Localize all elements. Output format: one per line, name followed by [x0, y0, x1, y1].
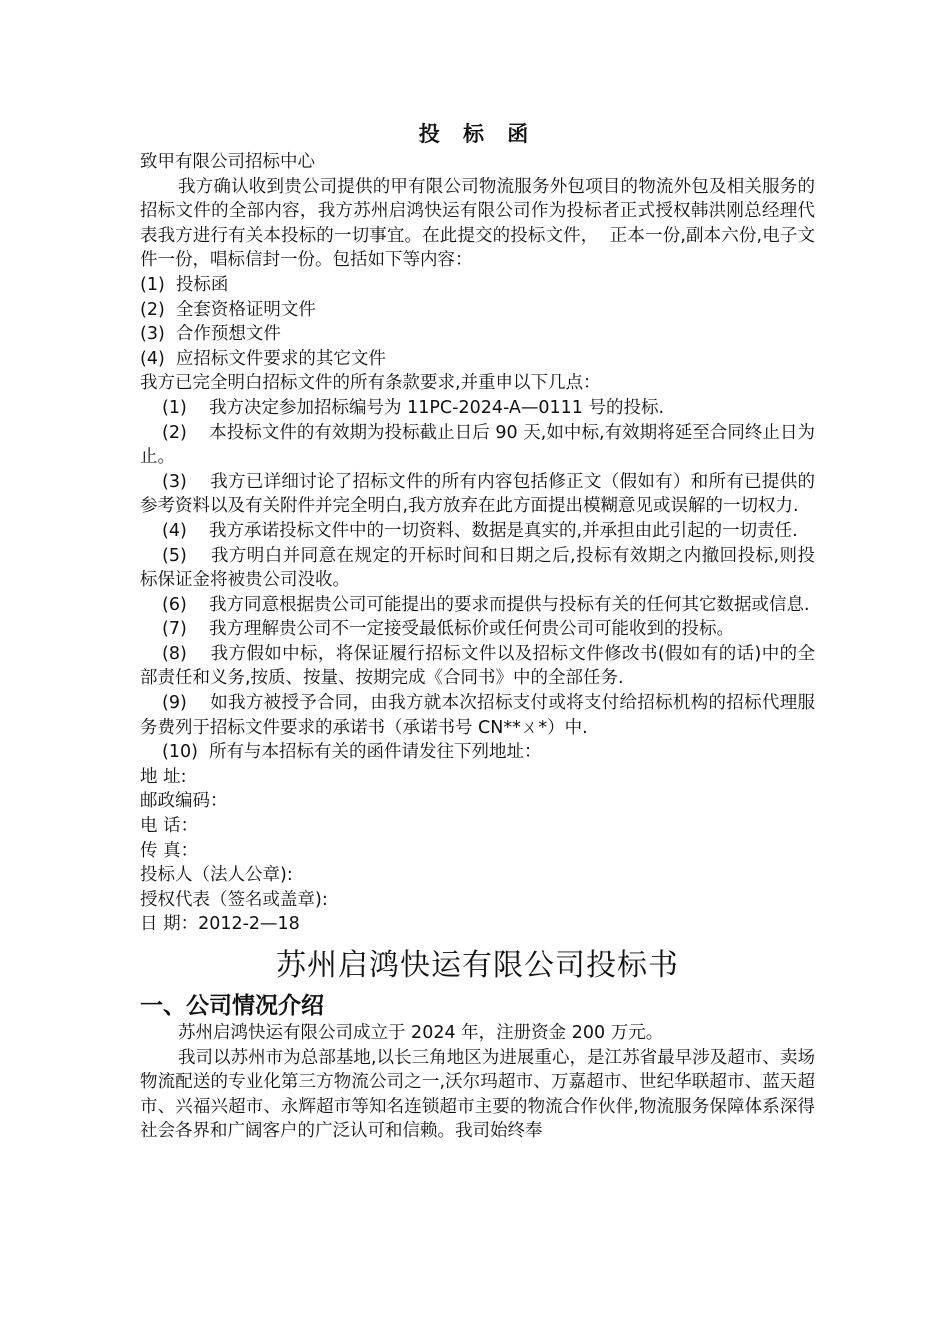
company-detail-paragraph: 我司以苏州市为总部基地,以长三角地区为进展重心，是江苏省最早涉及超市、卖场物流配送的专业化第三方物流公司之一,沃尔玛超市、万嘉超市、世纪华联超市、蓝天超市、兴福兴超市、永辉超市等知名连锁超市主要的物流合作伙伴,物流服务保障体系深得社会各界和广阔客户的广泛认可和信赖。我司始终奉 — [140, 1047, 815, 1142]
company-intro-paragraph: 苏州启鸿快运有限公司成立于 2024 年，注册资金 200 万元。 — [178, 1023, 664, 1043]
contents-item: (4) 应招标文件要求的其它文件 — [140, 348, 386, 369]
letter-title: 投 标 函 — [418, 122, 537, 146]
contents-item: (2) 全套资格证明文件 — [140, 299, 316, 320]
contents-item: (1) 投标函 — [140, 274, 229, 295]
section-heading: 一、公司情况介绍 — [140, 993, 324, 1019]
fax-field: 传 真： — [140, 840, 199, 861]
declaration-item: (9) 如我方被授予合同，由我方就本次招标支付或将支付给招标机构的招标代理服务费列于招标文件要求的承诺书（承诺书号 CN**ㄨ*）中. — [140, 693, 815, 738]
authorized-rep-field: 授权代表（签名或盖章): — [140, 889, 328, 910]
declaration-item: (7) 我方理解贵公司不一定接受最低标价或任何贵公司可能收到的投标。 — [162, 619, 735, 640]
date-field: 日 期：2012-2—18 — [140, 914, 300, 935]
bid-title: 苏州启鸿快运有限公司投标书 — [276, 948, 679, 983]
letter-addressee: 致甲有限公司招标中心 — [140, 152, 315, 172]
contents-item: (3) 合作预想文件 — [140, 324, 281, 345]
declaration-item: (1) 我方决定参加招标编号为 11PC-2024-A—0111 号的投标. — [162, 397, 665, 418]
declaration-item: (2) 本投标文件的有效期为投标截止日后 90 天,如中标,有效期将延至合同终止日为止。 — [140, 422, 815, 468]
phone-field: 电 话： — [140, 816, 199, 837]
address-field: 地 址: — [140, 766, 187, 787]
declaration-item: (6) 我方同意根据贵公司可能提出的要求而提供与投标有关的任何其它数据或信息. — [162, 594, 810, 615]
declaration-item: (8) 我方假如中标，将保证履行招标文件以及招标文件修改书(假如有的话)中的全部责任和义务,按质、按量、按期完成《合同书》中的全部任务. — [140, 643, 815, 689]
declaration-item: (5) 我方明白并同意在规定的开标时间和日期之后,投标有效期之内撤回投标,则投标保证金将被贵公司没收。 — [140, 545, 815, 591]
declaration-item: (10) 所有与本招标有关的函件请发往下列地址： — [162, 742, 542, 763]
postcode-field: 邮政编码： — [140, 791, 228, 812]
bidder-seal-field: 投标人（法人公章): — [140, 865, 293, 886]
declaration-item: (4) 我方承诺投标文件中的一切资料、数据是真实的,并承担由此引起的一切责任. — [162, 520, 798, 541]
document-page — [140, 118, 815, 1144]
declaration-intro: 我方已完全明白招标文件的所有条款要求,并重申以下几点： — [140, 373, 601, 394]
letter-intro: 我方确认收到贵公司提供的甲有限公司物流服务外包项目的物流外包及相关服务的招标文件的全部内容，我方苏州启鸿快运有限公司作为投标者正式授权韩洪刚总经理代表我方进行有关本投标的一切事宜。在此提交的投标文件， 正本一份,副本六份,电子文件一份，唱标信封一份。包括如下等内容： — [140, 176, 815, 271]
declaration-item: (3) 我方已详细讨论了招标文件的所有内容包括修正文（假如有）和所有已提供的参考资料以及有关附件并完全明白,我方放弃在此方面提出模糊意见或误解的一切权力. — [140, 471, 815, 517]
